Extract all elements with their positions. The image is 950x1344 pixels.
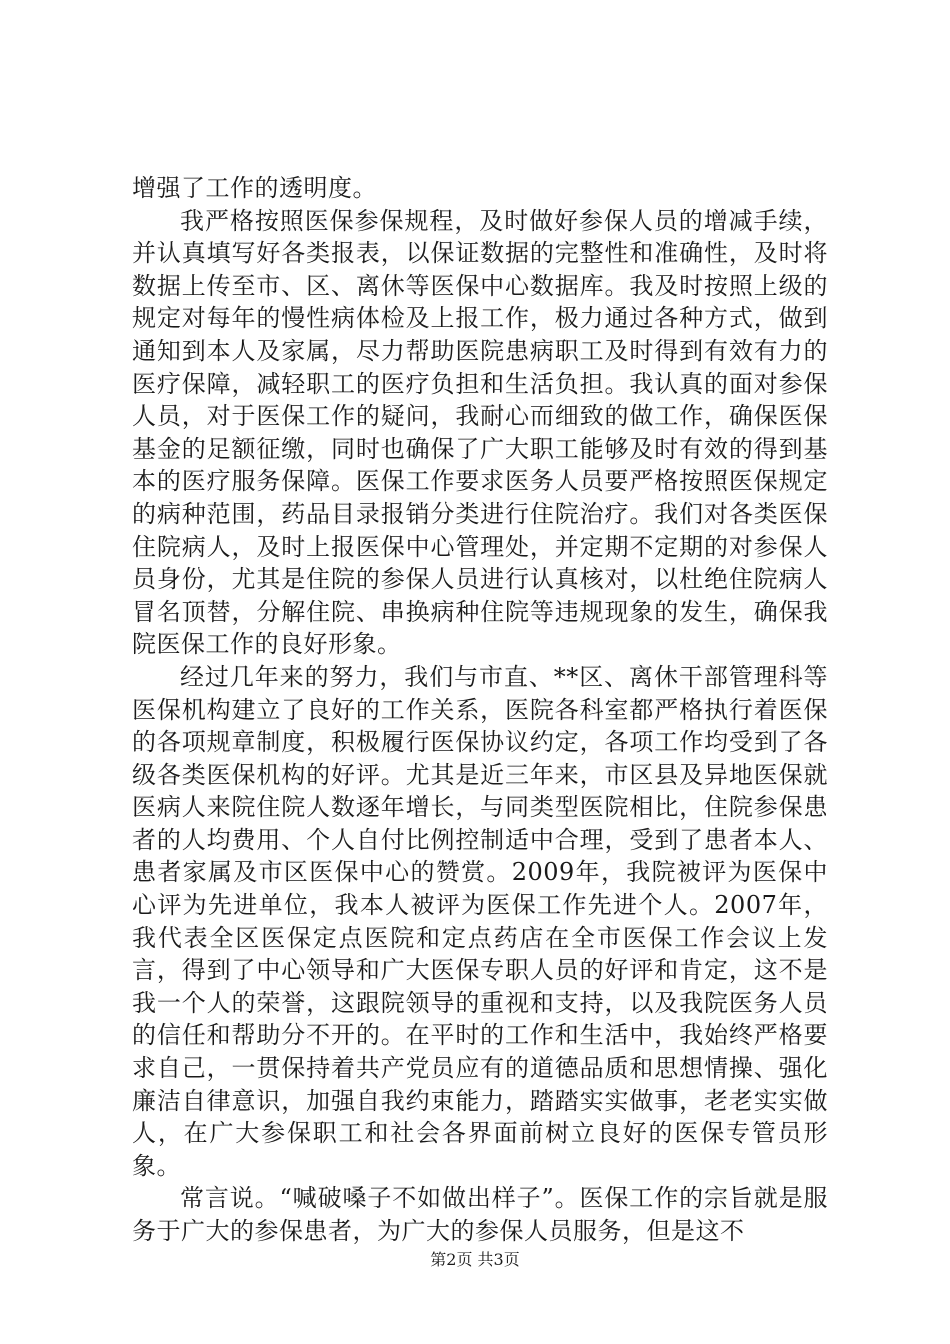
page-footer: 第2页 共3页 (430, 1250, 520, 1269)
paragraph-3: 经过几年来的努力，我们与市直、**区、离休干部管理科等医保机构建立了良好的工作关系，医院各科室都严格执行着医保的各项规章制度，积极履行医保协议约定，各项工作均受到了各级各类医保机构的好评。尤其是近三年来，市区县及异地医保就医病人来院住院人数逐年增长，与同类型医院相比，住院参保患者的人均费用、个人自付比例控制适中合理，受到了患者本人、患者家属及市区医保中心的赞赏。2009年，我院被评为医保中心评为先进单位，我本人被评为医保工作先进个人。2007年，我代表全区医保定点医院和定点药店在全市医保工作会议上发言，得到了中心领导和广大医保专职人员的好评和肯定，这不是我一个人的荣誉，这跟院领导的重视和支持，以及我院医务人员的信任和帮助分不开的。在平时的工作和生活中，我始终严格要求自己，一贯保持着共产党员应有的道德品质和思想情操、强化廉洁自律意识，加强自我约束能力，踏踏实实做事，老老实实做人，在广大参保职工和社会各界面前树立良好的医保专管员形象。 (132, 662, 828, 1180)
document-body (132, 172, 828, 1248)
paragraph-4: 常言说。“喊破嗓子不如做出样子”。医保工作的宗旨就是服务于广大的参保患者，为广大的参保人员服务，但是这不 (132, 1184, 828, 1245)
paragraph-1: 增强了工作的透明度。 (132, 174, 377, 202)
paragraph-2: 我严格按照医保参保规程，及时做好参保人员的增减手续，并认真填写好各类报表，以保证数据的完整性和准确性，及时将数据上传至市、区、离休等医保中心数据库。我及时按照上级的规定对每年的慢性病体检及上报工作，极力通过各种方式，做到通知到本人及家属，尽力帮助医院患病职工及时得到有效有力的医疗保障，减轻职工的医疗负担和生活负担。我认真的面对参保人员，对于医保工作的疑问，我耐心而细致的做工作，确保医保基金的足额征缴，同时也确保了广大职工能够及时有效的得到基本的医疗服务保障。医保工作要求医务人员要严格按照医保规定的病种范围，药品目录报销分类进行住院治疗。我们对各类医保住院病人，及时上报医保中心管理处，并定期不定期的对参保人员身份，尤其是住院的参保人员进行认真核对，以杜绝住院病人冒名顶替，分解住院、串换病种住院等违规现象的发生，确保我院医保工作的良好形象。 (132, 206, 828, 659)
